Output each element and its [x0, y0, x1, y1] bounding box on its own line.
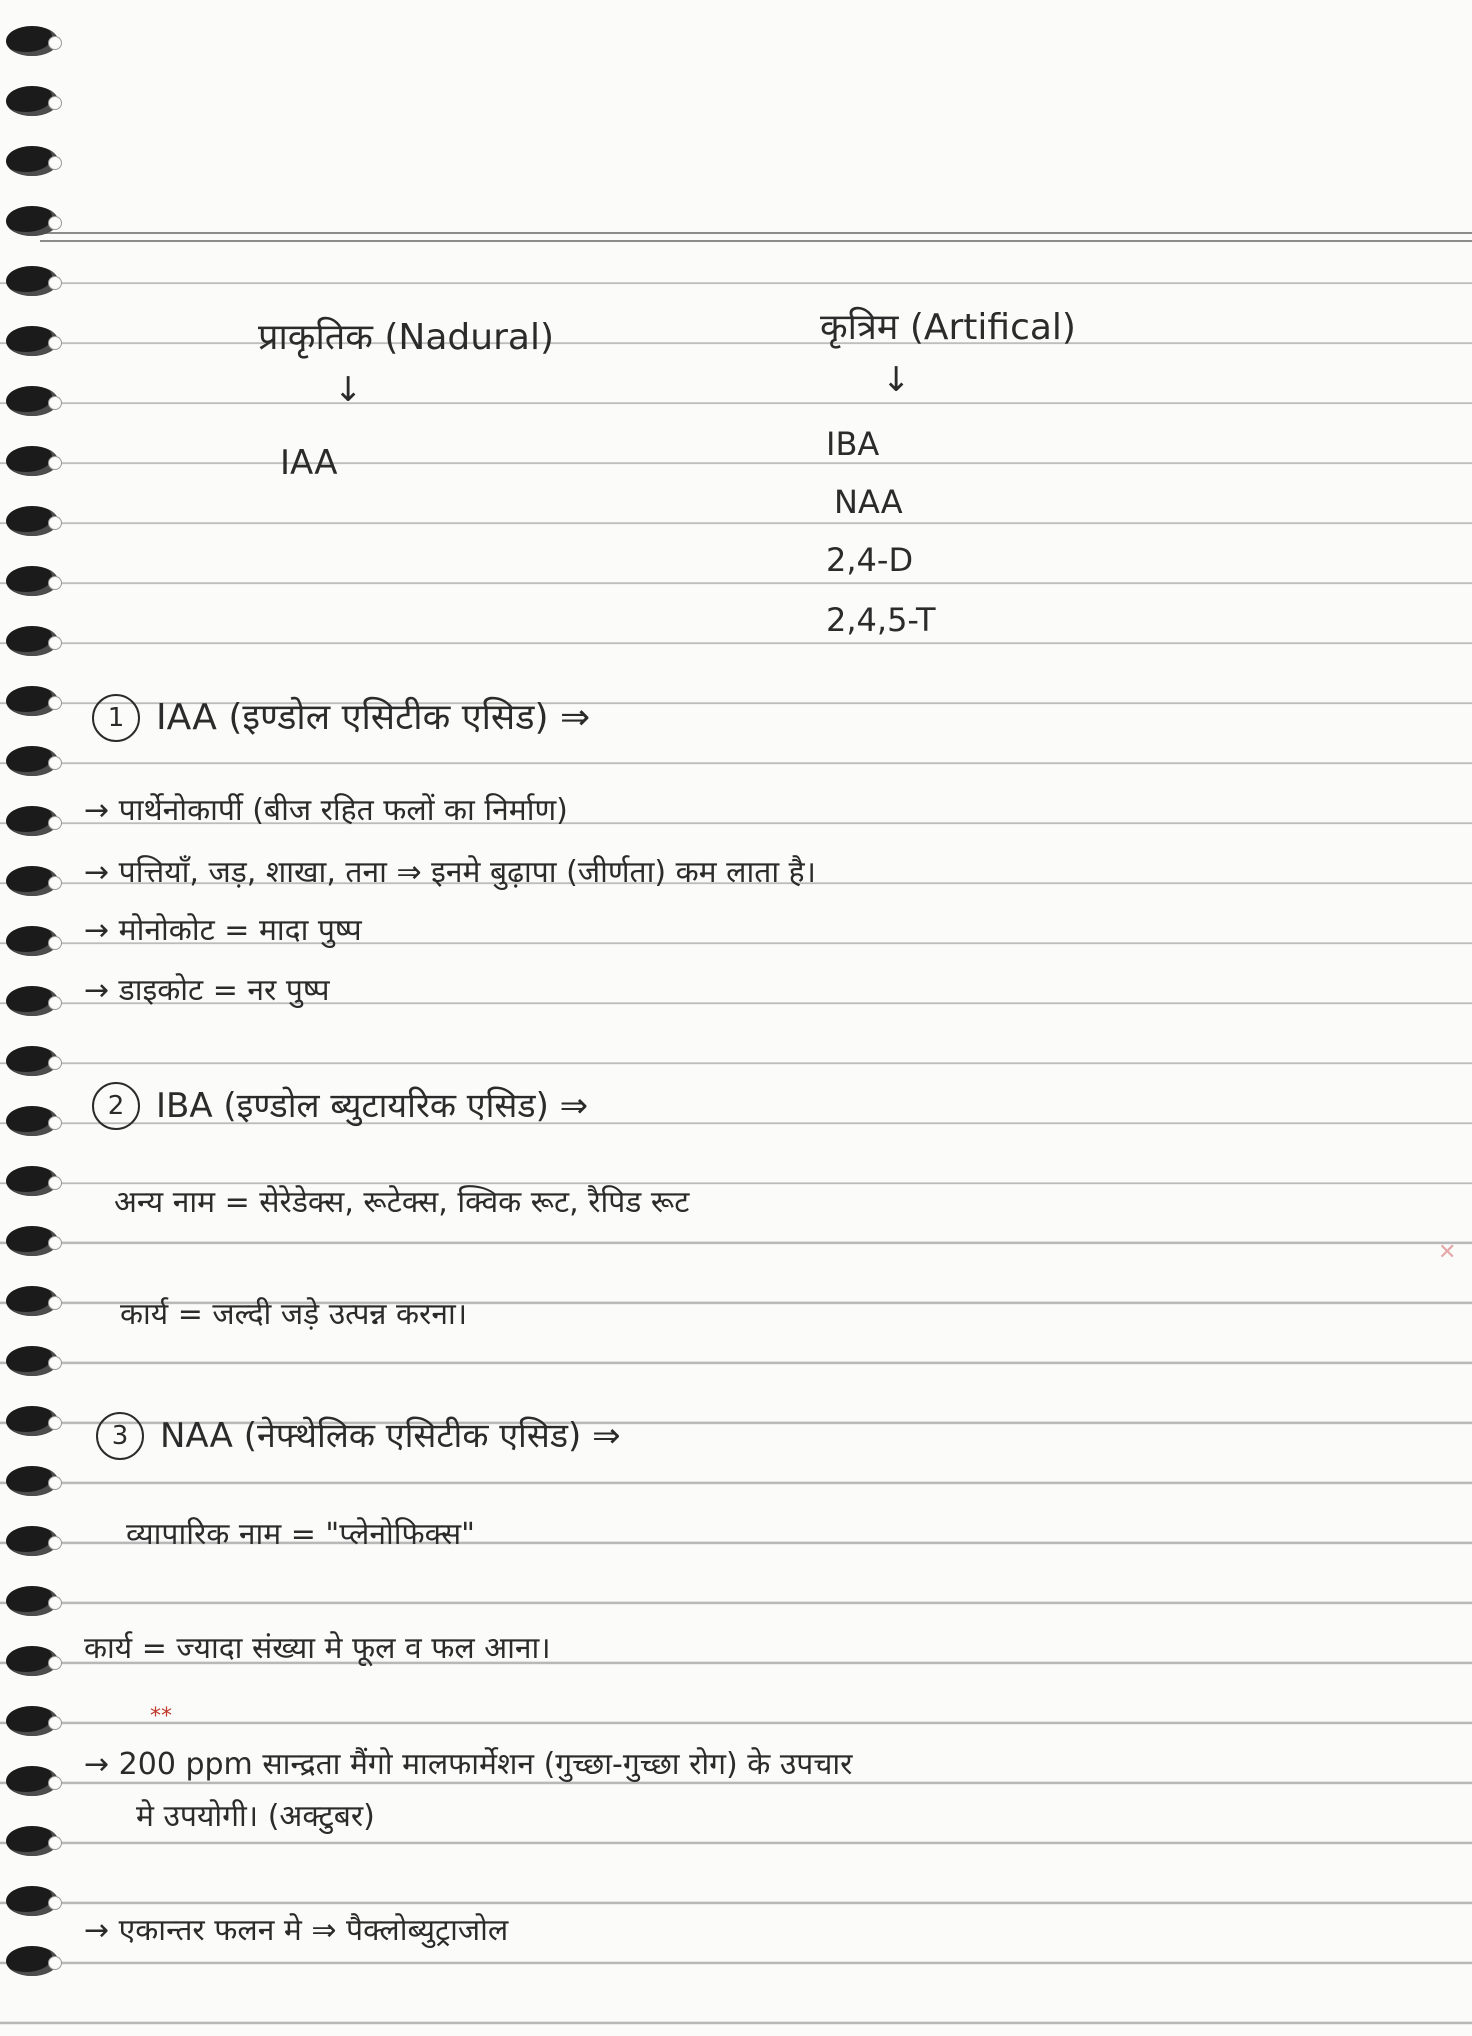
natural-heading: प्राकृतिक (Nadural): [258, 317, 555, 358]
punch-hole: [48, 1896, 62, 1910]
section-line: → एकान्तर फलन मे ⇒ पैक्लोब्युट्राजोल: [84, 1913, 509, 1948]
punch-hole: [48, 696, 62, 710]
section-number: 3: [96, 1412, 144, 1460]
punch-hole: [48, 1716, 62, 1730]
section-line: → पत्तियाँ, जड़, शाखा, तना ⇒ इनमे बुढ़ापा (जीर्णता) कम लाता है।: [84, 855, 816, 890]
punch-hole: [48, 1476, 62, 1490]
punch-hole: [48, 1356, 62, 1370]
artificial-item: 2,4,5-T: [826, 601, 936, 639]
punch-hole: [48, 456, 62, 470]
section-line: → डाइकोट = नर पुष्प: [84, 973, 330, 1008]
punch-hole: [48, 36, 62, 50]
punch-hole: [48, 936, 62, 950]
punch-hole: [48, 1296, 62, 1310]
punch-hole: [48, 516, 62, 530]
artificial-item: 2,4-D: [826, 541, 914, 579]
punch-hole: [48, 156, 62, 170]
punch-hole: [48, 1596, 62, 1610]
natural-item: IAA: [280, 443, 338, 483]
section-line: अन्य नाम = सेरेडेक्स, रूटेक्स, क्विक रूट, रैपिड रूट: [114, 1185, 690, 1220]
margin-annotation: **: [150, 1704, 172, 1729]
punch-hole: [48, 1836, 62, 1850]
artificial-heading: कृत्रिम (Artifical): [820, 307, 1076, 348]
natural-arrow-down-icon: ↓: [334, 370, 363, 410]
punch-hole: [48, 1776, 62, 1790]
punch-hole: [48, 276, 62, 290]
punch-hole: [48, 1656, 62, 1670]
artificial-item: NAA: [834, 483, 903, 521]
punch-hole: [48, 336, 62, 350]
section-title: NAA (नेफ्थेलिक एसिटीक एसिड) ⇒: [160, 1416, 621, 1456]
section-line: कार्य = जल्दी जड़े उत्पन्न करना।: [120, 1297, 468, 1332]
punch-hole: [48, 396, 62, 410]
artificial-item: IBA: [826, 425, 880, 463]
section-number: 2: [92, 1082, 140, 1130]
punch-hole: [48, 996, 62, 1010]
section-line: मे उपयोगी। (अक्टुबर): [136, 1799, 375, 1834]
punch-hole: [48, 636, 62, 650]
red-margin-mark: ✕: [1438, 1240, 1457, 1265]
page-top-border: [40, 232, 1472, 242]
artificial-arrow-down-icon: ↓: [882, 360, 911, 400]
section-number: 1: [92, 694, 140, 742]
section-heading: [92, 694, 590, 742]
punch-hole: [48, 96, 62, 110]
punch-hole: [48, 1956, 62, 1970]
punch-hole: [48, 816, 62, 830]
punch-hole: [48, 1236, 62, 1250]
punch-hole: [48, 1536, 62, 1550]
section-line: व्यापारिक नाम = "प्लेनोफिक्स": [126, 1517, 475, 1552]
section-title: IBA (इण्डोल ब्युटायरिक एसिड) ⇒: [156, 1086, 589, 1126]
punch-hole: [48, 1116, 62, 1130]
page-header-area: [0, 0, 1472, 230]
punch-hole: [48, 216, 62, 230]
section-line: → पार्थेनोकार्पी (बीज रहित फलों का निर्माण): [84, 793, 568, 828]
section-heading: [92, 1082, 588, 1130]
section-heading: [96, 1412, 621, 1460]
section-line: कार्य = ज्यादा संख्या मे फूल व फल आना।: [84, 1631, 551, 1666]
section-title: IAA (इण्डोल एसिटीक एसिड) ⇒: [156, 697, 591, 738]
punch-hole: [48, 576, 62, 590]
punch-hole: [48, 1176, 62, 1190]
punch-hole: [48, 1416, 62, 1430]
punch-hole: [48, 876, 62, 890]
punch-hole: [48, 756, 62, 770]
section-line: → 200 ppm सान्द्रता मैंगो मालफार्मेशन (गुच्छा-गुच्छा रोग) के उपचार: [84, 1747, 853, 1782]
spiral-binding: [0, 0, 70, 2036]
punch-hole: [48, 1056, 62, 1070]
section-line: → मोनोकोट = मादा पुष्प: [84, 913, 362, 948]
